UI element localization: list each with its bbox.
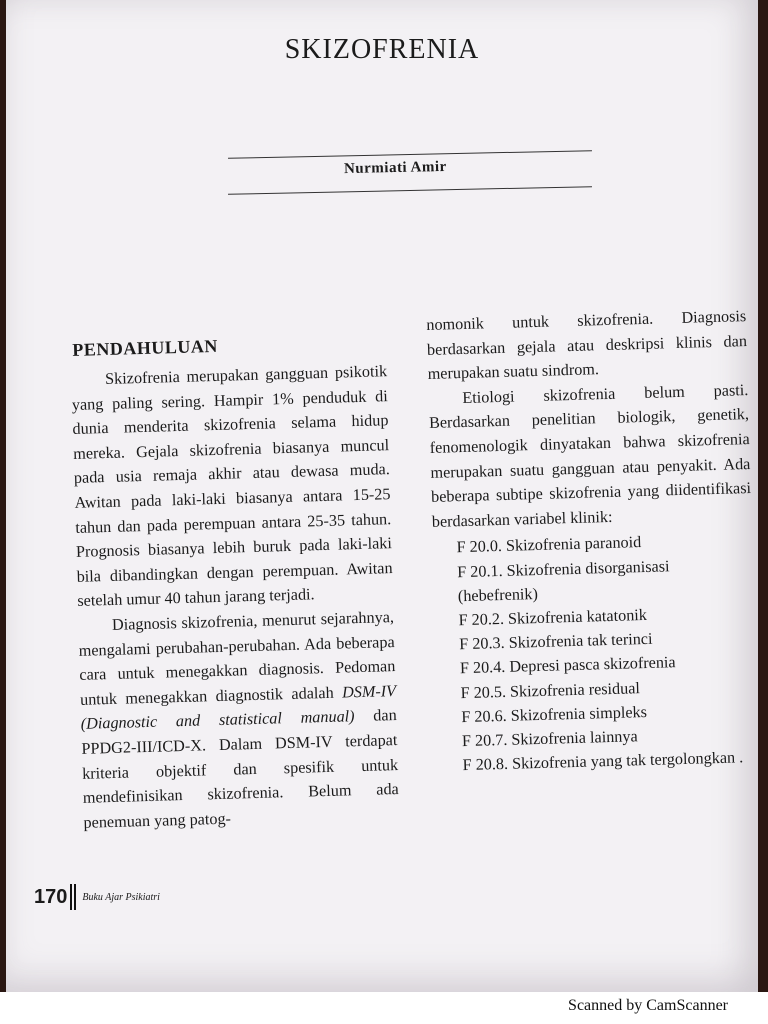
book-title: Buku Ajar Psikiatri — [82, 891, 160, 903]
section-heading: PENDAHULUAN — [72, 335, 219, 360]
diagnosis-text-a: Diagnosis skizofrenia, menurut sejarahnya, mengalami perubahan-perubahan. Ada beberapa cara untuk menegakkan diagnosis. Pedoman untuk menegakkan diagnostik adalah — [78, 608, 396, 709]
list-item: F 20.8. Skizofrenia yang tak tergolongkan . — [462, 748, 744, 775]
list-item: F 20.3. Skizofrenia tak terinci — [459, 629, 653, 654]
list-item: F 20.1. Skizofrenia disorganisasi (hebefrenik) — [456, 556, 670, 605]
list-item: F 20.4. Depresi pasca skizofrenia — [459, 653, 676, 678]
list-item: F 20.2. Skizofrenia katatonik — [458, 605, 648, 630]
page-footer — [34, 884, 160, 910]
footer-divider — [70, 884, 72, 910]
subtype-list — [456, 527, 759, 777]
author-name: Nurmiati Amir — [343, 158, 447, 178]
etiology-paragraph: Etiologi skizofrenia belum pasti. Berdasarkan penelitian biologik, genetik, fenomenologik dinyatakan bahwa skizofrenia merupakan suatu gangguan atau penyakit. Ada beberapa subtipe skizofrenia yang diidentifikasi berdasarkan variabel klinik: — [428, 380, 752, 531]
diagnosis-paragraph — [78, 605, 400, 835]
list-item: F 20.6. Skizofrenia simpleks — [461, 702, 648, 726]
document-page — [6, 0, 758, 992]
left-column — [70, 329, 400, 835]
list-item: F 20.7. Skizofrenia lainnya — [461, 727, 638, 751]
list-item: F 20.0. Skizofrenia paranoid — [456, 533, 642, 557]
page-number: 170 — [34, 885, 68, 908]
intro-paragraph: Skizofrenia merupakan gangguan psikotik yang paling sering. Hampir 1% penduduk di dunia menderita skizofrenia selama hidup mereka. Gejala skizofrenia biasanya muncul pada usia remaja akhir atau dewasa muda. Awitan pada laki-laki biasanya antara 15-25 tahun dan pada perempuan antara 25-35 tahun. Prognosis biasanya lebih buruk pada laki-laki bila dibandingkan dengan perempuan. Awitan setelah umur 40 tahun jarang terjadi. — [71, 362, 393, 611]
right-column — [426, 304, 759, 778]
author-rule-top — [228, 150, 592, 159]
continued-paragraph: nomonik untuk skizofrenia. Diagnosis berdasarkan gejala atau deskripsi klinis dan merupakan suatu sindrom. — [426, 307, 748, 384]
diagnosis-text-b: dan PPDG2-III/ICD-X. Dalam DSM-IV terdapat kriteria objektif dan spesifik untuk mendefinisikan skizofrenia. Belum ada penemuan yang patog- — [81, 706, 399, 832]
scanner-watermark: Scanned by CamScanner — [568, 997, 728, 1014]
list-item: F 20.5. Skizofrenia residual — [460, 678, 641, 702]
dsm-reference: DSM-IV (Diagnostic and statistical manual) — [80, 681, 397, 734]
author-rule-bottom — [228, 186, 592, 195]
page-title: SKIZOFRENIA — [284, 34, 480, 65]
footer-divider-2 — [74, 884, 76, 910]
